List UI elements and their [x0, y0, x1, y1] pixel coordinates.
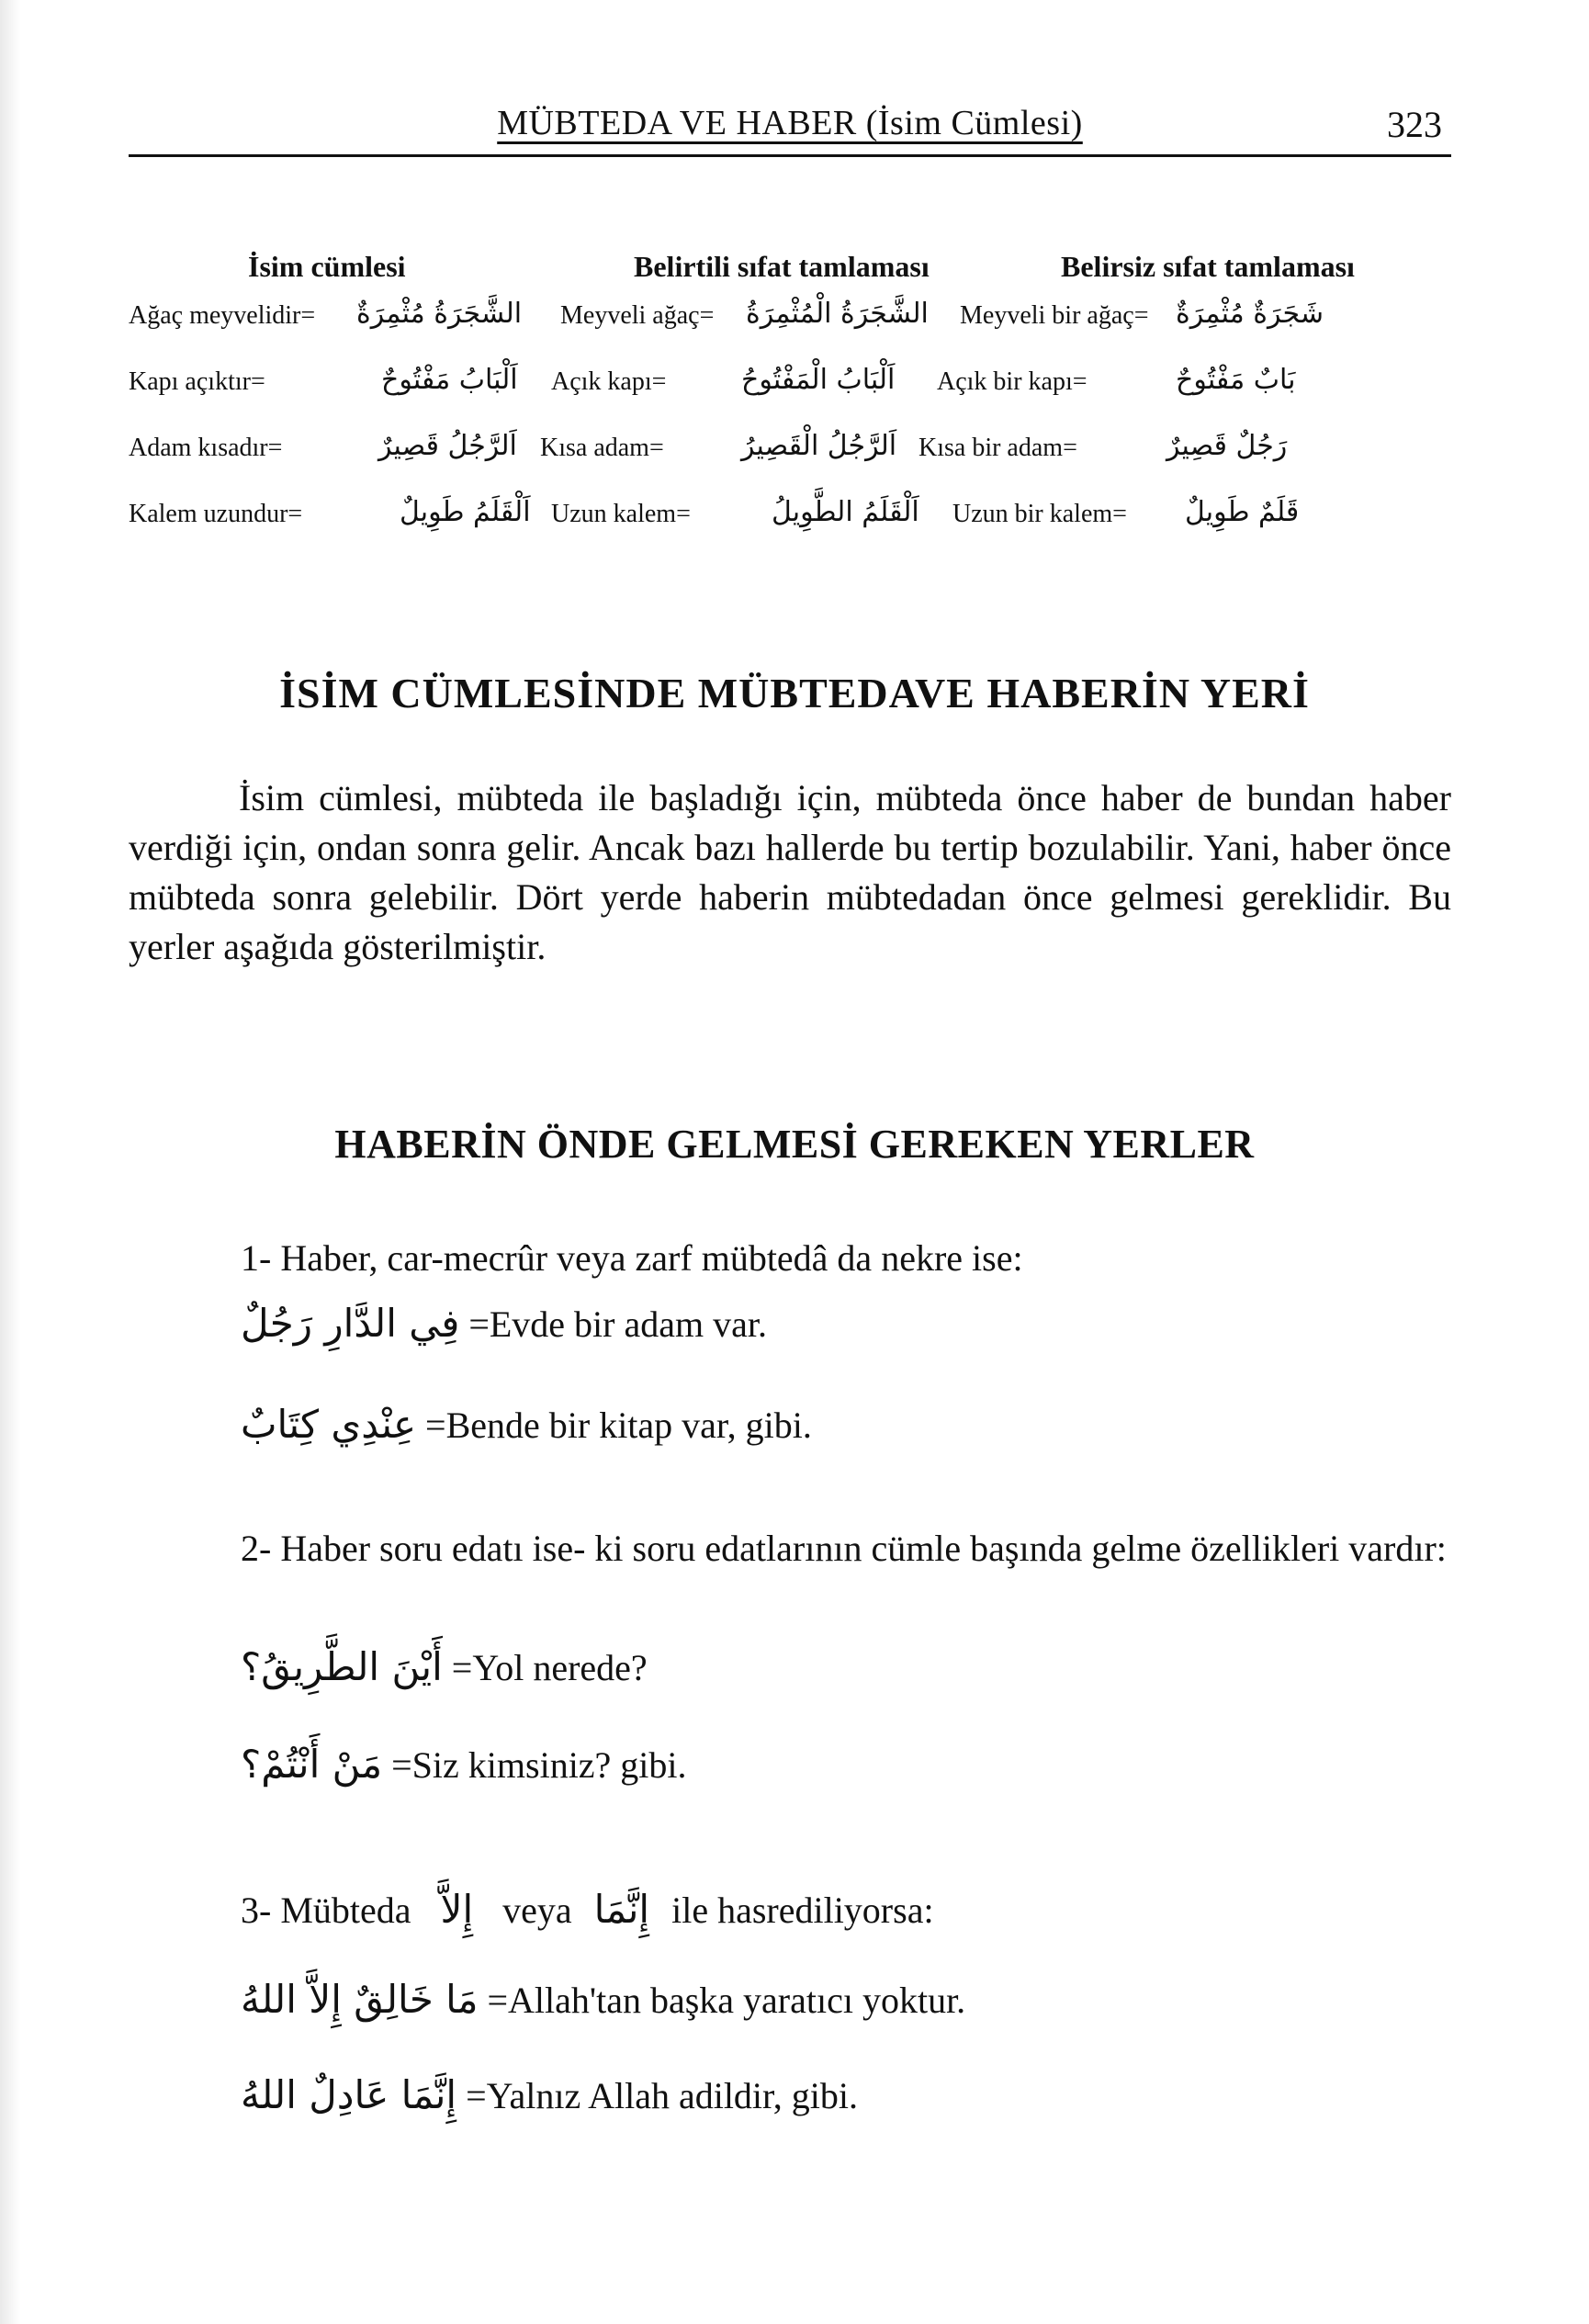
cell-ar: شَجَرَةٌ مُثْمِرَةٌ	[1176, 298, 1324, 330]
item3-example1	[241, 1977, 965, 2022]
table-row	[129, 298, 1451, 367]
column-header-isim-cumlesi: İsim cümlesi	[248, 250, 406, 283]
page-number: 323	[1387, 104, 1442, 145]
cell-ar: اَلْقَلَمُ الطَّوِيلُ	[772, 496, 919, 528]
cell-ar: اَلرَّجُلُ قَصِيرٌ	[378, 430, 517, 462]
cell-tr: Uzun bir kalem=	[952, 500, 1127, 528]
item2-example1-ar: أَيْنَ الطَّرِيقُ؟	[241, 1644, 443, 1689]
column-header-belirtili: Belirtili sıfat tamlaması	[634, 250, 930, 283]
cell-ar: اَلرَّجُلُ الْقَصِيرُ	[741, 430, 897, 462]
table-row	[129, 364, 1451, 434]
cell-tr: Uzun kalem=	[551, 500, 691, 528]
cell-tr: Açık kapı=	[551, 367, 667, 396]
item3-title	[241, 1887, 934, 1932]
cell-ar: اَلْقَلَمُ طَوِيلٌ	[400, 496, 531, 528]
item2-title: 2- Haber soru edatı ise- ki soru edatlarının cümle başında gelme özellikleri vardır:	[241, 1528, 1447, 1569]
cell-ar: اَلْبَابُ الْمَفْتُوحُ	[741, 364, 896, 396]
item2-example2-tr: =Siz kimsiniz? gibi.	[391, 1744, 687, 1786]
item3-title-mid: veya	[502, 1890, 572, 1931]
cell-ar: قَلَمٌ طَوِيلٌ	[1185, 496, 1300, 528]
page-header	[129, 99, 1451, 157]
cell-tr: Meyveli bir ağaç=	[960, 301, 1149, 330]
cell-tr: Kalem uzundur=	[129, 500, 303, 528]
running-title	[129, 103, 1451, 143]
item2-example1	[241, 1644, 648, 1689]
item1-example2-ar: عِنْدِي كِتَابٌ	[241, 1402, 417, 1447]
item1-example2	[241, 1402, 812, 1447]
item1-title: 1- Haber, car-mecrûr veya zarf mübtedâ da nekre ise:	[241, 1237, 1023, 1279]
cell-tr: Kısa adam=	[540, 434, 664, 462]
item3-example2-tr: =Yalnız Allah adildir, gibi.	[466, 2075, 858, 2116]
item3-title-innema: إِنَّمَا	[593, 1887, 650, 1932]
item3-example1-ar: مَا خَالِقٌ إِلاَّ اللهُ	[241, 1977, 479, 2022]
table-row	[129, 430, 1451, 500]
cell-ar: الشَّجَرَةُ مُثْمِرَةٌ	[356, 298, 523, 330]
item3-title-illa: إِلاَّ	[440, 1887, 474, 1932]
section-heading-isim-cumlesinde: İSİM CÜMLESİNDE MÜBTEDAVE HABERİN YERİ	[279, 670, 1310, 716]
item3-example2	[241, 2072, 858, 2117]
item2-example2	[241, 1742, 687, 1787]
cell-ar: بَابٌ مَفْتُوحٌ	[1176, 364, 1296, 396]
cell-ar: اَلْبَابُ مَفْتُوحٌ	[381, 364, 518, 396]
item3-title-post: ile hasrediliyorsa:	[671, 1890, 934, 1931]
cell-tr: Açık bir kapı=	[937, 367, 1088, 396]
item1-example1-ar: فِي الدَّارِ رَجُلٌ	[241, 1301, 460, 1346]
cell-tr: Adam kısadır=	[129, 434, 283, 462]
body-paragraph	[129, 773, 1451, 972]
table-row	[129, 496, 1451, 566]
item3-title-pre: 3- Mübteda	[241, 1890, 411, 1931]
cell-ar: رَجُلٌ قَصِيرٌ	[1166, 430, 1288, 462]
running-title-text: MÜBTEDA VE HABER (İsim Cümlesi)	[497, 104, 1083, 142]
cell-tr: Kapı açıktır=	[129, 367, 265, 396]
item3-example2-ar: إِنَّمَا عَادِلٌ اللهُ	[241, 2072, 457, 2117]
item1-example2-tr: =Bende bir kitap var, gibi.	[425, 1405, 812, 1446]
table-header-row	[129, 250, 1451, 301]
section-heading-haberin-onde: HABERİN ÖNDE GELMESİ GEREKEN YERLER	[334, 1122, 1255, 1167]
item2-example1-tr: =Yol nerede?	[451, 1647, 648, 1688]
body-paragraph-text: İsim cümlesi, mübteda ile başladığı için, mübteda önce haber de bundan haber verdiği için, ondan sonra gelir. Ancak bazı hallerde bu tertip bozulabilir. Yani, haber önce mübteda sonra gelebilir. Dört yerde haberin mübtedadan önce gelmesi gereklidir. Bu yerler aşağıda gösterilmiştir.	[129, 777, 1451, 967]
item1-example1	[241, 1301, 767, 1346]
cell-ar: الشَّجَرَةُ الْمُثْمِرَةُ	[746, 298, 929, 330]
cell-tr: Ağaç meyvelidir=	[129, 301, 316, 330]
item1-example1-tr: =Evde bir adam var.	[468, 1303, 767, 1345]
comparison-table	[129, 250, 1451, 566]
item3-example1-tr: =Allah'tan başka yaratıcı yoktur.	[487, 1980, 966, 2021]
cell-tr: Meyveli ağaç=	[560, 301, 715, 330]
cell-tr: Kısa bir adam=	[918, 434, 1077, 462]
item2-example2-ar: مَنْ أَنْتُمْ؟	[241, 1742, 383, 1787]
column-header-belirsiz: Belirsiz sıfat tamlaması	[1061, 250, 1355, 283]
